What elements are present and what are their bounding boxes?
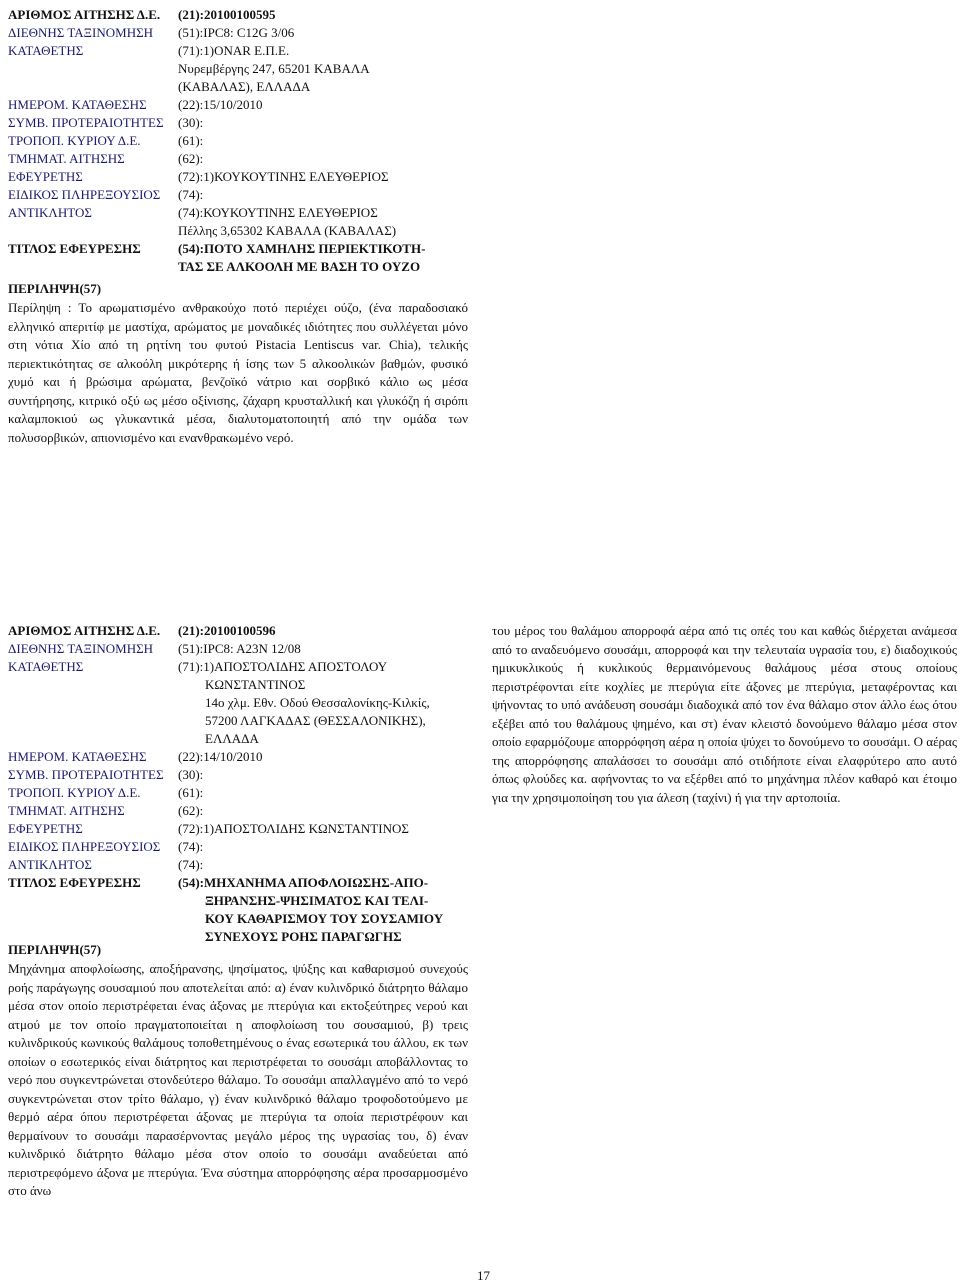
field-label: ΑΝΤΙΚΛΗΤΟΣ — [8, 205, 92, 220]
field-value: (74): — [178, 857, 204, 872]
field-value: ΚΟΥ ΚΑΘΑΡΙΣΜΟΥ ΤΟΥ ΣΟΥΣΑΜΙΟΥ — [205, 911, 444, 926]
field-label: ΚΑΤΑΘΕΤΗΣ — [8, 659, 84, 674]
field-label: ΚΑΤΑΘΕΤΗΣ — [8, 43, 84, 58]
field-label: ΤΙΤΛΟΣ ΕΦΕΥΡΕΣΗΣ — [8, 875, 141, 890]
entry-2-abstract-text: Μηχάνημα αποφλοίωσης, αποξήρανσης, ψησίματος, ψύξης και καθαρισμού συνεχούς ροής παράγωγης σουσαμιού που αποτελείται από: α) έναν κυλινδρικό διάτρητο θάλαμο μέσα στον οποίο περιστρέφεται ένας άξονας με πτερύγια και εκτοξεύτηρες νερού και ατμού με τον οποίο πραγματοποιείται η αποφλοίωση του σουσαμιού, β) τρεις κυλινδρικούς κωνικούς θαλάμους τοποθετημένους ο ένας εσωτερικά του άλλου, εκ των οποίων ο εσωτερικός είναι διάτρητος και περιστρέφεται το σουσάμι αποβάλλοντας το νερό που συγκεντρώνεται στονδεύτερο θάλαμο. Το σουσάμι απαλλαγμένο από το νερό συγκεντρώνεται στον τρίτο θάλαμο, γ) έναν κυλινδρικό θάλαμο τροφοδοτούμενο με θερμό αέρα όπου περιστρέφεται άξονας με πτερύγια τα οποία περιστρέφουν και θερμαίνουν το σουσάμι παρασέρνοντας μεγάλο μέρος της υγρασίας του, δ) έναν κυλινδρικό διάτρητο θάλαμο μέσα στον οποίο το σουσάμι αναδεύεται από περιστρεφόμενο άξονα με πτερύγια. Ένα σύστημα απορρόφησης αέρα προσαρμοσμένο στο άνω — [8, 961, 468, 1198]
field-value: (22):15/10/2010 — [178, 97, 263, 112]
field-value: (62): — [178, 151, 204, 166]
field-label: ΑΡΙΘΜΟΣ ΑΙΤΗΣΗΣ Δ.Ε. — [8, 623, 161, 638]
field-value: ΤΑΣ ΣΕ ΑΛΚΟΟΛΗ ΜΕ ΒΑΣΗ ΤΟ ΟΥΖΟ — [178, 259, 421, 274]
field-label: ΔΙΕΘΝΗΣ ΤΑΞΙΝΟΜΗΣΗ — [8, 25, 154, 40]
field-label: ΗΜΕΡΟΜ. ΚΑΤΑΘΕΣΗΣ — [8, 97, 147, 112]
field-value: (71):1)ΑΠΟΣΤΟΛΙΔΗΣ ΑΠΟΣΤΟΛΟΥ — [178, 659, 388, 674]
field-label: ΗΜΕΡΟΜ. ΚΑΤΑΘΕΣΗΣ — [8, 749, 147, 764]
field-value: (74): — [178, 839, 204, 854]
field-value: (51):IPC8: A23N 12/08 — [178, 641, 301, 656]
field-value: (62): — [178, 803, 204, 818]
field-value: Πέλλης 3,65302 ΚΑΒΑΛΑ (ΚΑΒΑΛΑΣ) — [178, 223, 397, 238]
field-label: ΕΦΕΥΡΕΤΗΣ — [8, 169, 83, 184]
entry-2-header — [8, 622, 488, 942]
field-value: 57200 ΛΑΓΚΑΔΑΣ (ΘΕΣΣΑΛΟΝΙΚΗΣ), — [205, 713, 426, 728]
field-label: ΕΙΔΙΚΟΣ ΠΛΗΡΕΞΟΥΣΙΟΣ — [8, 187, 161, 202]
field-value: (72):1)ΑΠΟΣΤΟΛΙΔΗΣ ΚΩΝΣΤΑΝΤΙΝΟΣ — [178, 821, 409, 836]
page-number: 17 — [477, 1268, 490, 1283]
field-value: ΕΛΛΑΔΑ — [205, 731, 259, 746]
field-value: ΚΩΝΣΤΑΝΤΙΝΟΣ — [205, 677, 306, 692]
field-label: ΕΙΔΙΚΟΣ ΠΛΗΡΕΞΟΥΣΙΟΣ — [8, 839, 161, 854]
entry-1-abstract-text: Περίληψη : Το αρωματισμένο ανθρακούχο ποτό περιέχει ούζο, (ένα παραδοσιακό ελληνικό απεριτίφ με μαστίχα, αρώματος με μοναδικές ιδιότητες που συλλέγεται μόνο στη νότια Χίο από τη ρητίνη του φυτού Pistacia Lentiscus var. Chia), τελικής περιεκτικότητας σε αλκοόλη μικρότερης ή ίσης των 5 αλκοολικών βαθμών, φυσικό χυμό και ή βρώσιμα αρώματα, βενζοϊκό νάτριο και σορβικό κάλιο ως μέσα συντήρησης, κιτρικό οξύ ως μέσο οξίνισης, ζάχαρη κρυσταλλική και γλυκόζη ή σιρόπι καλαμποκιού ως γλυκαντικά μέσα, διαλυτοματοποιητή από την ομάδα των πολυσορβικών, απιονισμένο και εναvθρακωμένο νερό. — [8, 300, 468, 445]
entry-2-abstract-continuation: του μέρος του θαλάμου απορροφά αέρα από τις οπές του και καθώς διέρχεται ανάμεσα από το αναδευόμενο σουσάμι, απορροφά και την τελευταία υγρασία του, ε) διαδοχικούς ημικυκλικούς ή κυκλικούς θερμαινόμενους θαλάμους μέσα στους οποίους περιστρέφονται είτε κοχλίες με πτερύγια είτε άξονες με πτερύγια, μεταφέροντας και ψήνοντας το υπό ανάδευση σουσάμι διαδοχικά από τον ένα θάλαμο στον άλλο έως ότου εξέβει από του θαλάμους ψημένο, και στ) έναν κλειστό δονούμενο θάλαμο μέσα στον οποίο εφαρμόζουμε απορρόφηση αέρα η οποία ψύχει το δονούμενο το σουσάμι. Ο αέρας της απορρόφησης απαλάσσει το σουσάμι από οτιδήποτε είναι ελαφρύτερο απο αυτό όπως φλούδες κα. αφήνοντας το να εξέρθει από το μηχάνημα πλέον καθαρό και έτοιμο για την χρησιμοποίηση του για άλεση (ταχίνι) ή για την αρτοποιία. — [492, 623, 957, 805]
field-value: (61): — [178, 133, 204, 148]
field-value: ΣΥΝΕΧΟΥΣ ΡΟΗΣ ΠΑΡΑΓΩΓΗΣ — [205, 929, 402, 944]
field-label: ΤΡΟΠΟΠ. ΚΥΡΙΟΥ Δ.Ε. — [8, 133, 141, 148]
field-value: (71):1)ΟΝΑR Ε.Π.Ε. — [178, 43, 290, 58]
field-value: (54):ΜΗΧΑΝΗΜΑ ΑΠΟΦΛΟΙΩΣΗΣ-ΑΠΟ- — [178, 875, 429, 890]
field-value: (74):ΚΟΥΚΟΥΤΙΝΗΣ ΕΛΕΥΘΕΡΙΟΣ — [178, 205, 378, 220]
field-value: (21):20100100596 — [178, 623, 276, 638]
field-value: (51):IPC8: C12G 3/06 — [178, 25, 295, 40]
field-value: (22):14/10/2010 — [178, 749, 263, 764]
field-label: ΤΡΟΠΟΠ. ΚΥΡΙΟΥ Δ.Ε. — [8, 785, 141, 800]
field-label: ΑΡΙΘΜΟΣ ΑΙΤΗΣΗΣ Δ.Ε. — [8, 7, 161, 22]
field-value: 14ο χλμ. Εθν. Οδού Θεσσαλονίκης-Κιλκίς, — [205, 695, 430, 710]
field-value: (74): — [178, 187, 204, 202]
field-value: (61): — [178, 785, 204, 800]
field-label: ΕΦΕΥΡΕΤΗΣ — [8, 821, 83, 836]
field-label: ΤΜΗΜΑΤ. ΑΙΤΗΣΗΣ — [8, 151, 125, 166]
field-value: (54):ΠΟΤΟ ΧΑΜΗΛΗΣ ΠΕΡΙΕΚΤΙΚΟΤΗ- — [178, 241, 426, 256]
field-label: ΤΙΤΛΟΣ ΕΦΕΥΡΕΣΗΣ — [8, 241, 141, 256]
field-value: Νυρεμβέργης 247, 65201 ΚΑΒΑΛΑ — [178, 61, 370, 76]
field-label: ΤΜΗΜΑΤ. ΑΙΤΗΣΗΣ — [8, 803, 125, 818]
entry-1-abstract-heading: ΠΕΡΙΛΗΨΗ(57) — [8, 281, 102, 296]
field-value: (72):1)ΚΟΥΚΟΥΤΙΝΗΣ ΕΛΕΥΘΕΡΙΟΣ — [178, 169, 389, 184]
field-value: (30): — [178, 115, 204, 130]
field-value: ΞΗΡΑΝΣΗΣ-ΨΗΣΙΜΑΤΟΣ ΚΑΙ ΤΕΛΙ- — [205, 893, 429, 908]
field-value: (21):20100100595 — [178, 7, 276, 22]
field-label: ΔΙΕΘΝΗΣ ΤΑΞΙΝΟΜΗΣΗ — [8, 641, 154, 656]
field-value: (ΚΑΒΑΛΑΣ), ΕΛΛΑΔΑ — [178, 79, 311, 94]
entry-1-header — [8, 6, 488, 282]
entry-2-abstract-heading: ΠΕΡΙΛΗΨΗ(57) — [8, 942, 102, 957]
field-label: ΣΥΜΒ. ΠΡΟΤΕΡΑΙΟΤΗΤΕΣ — [8, 767, 164, 782]
field-value: (30): — [178, 767, 204, 782]
field-label: ΑΝΤΙΚΛΗΤΟΣ — [8, 857, 92, 872]
field-label: ΣΥΜΒ. ΠΡΟΤΕΡΑΙΟΤΗΤΕΣ — [8, 115, 164, 130]
